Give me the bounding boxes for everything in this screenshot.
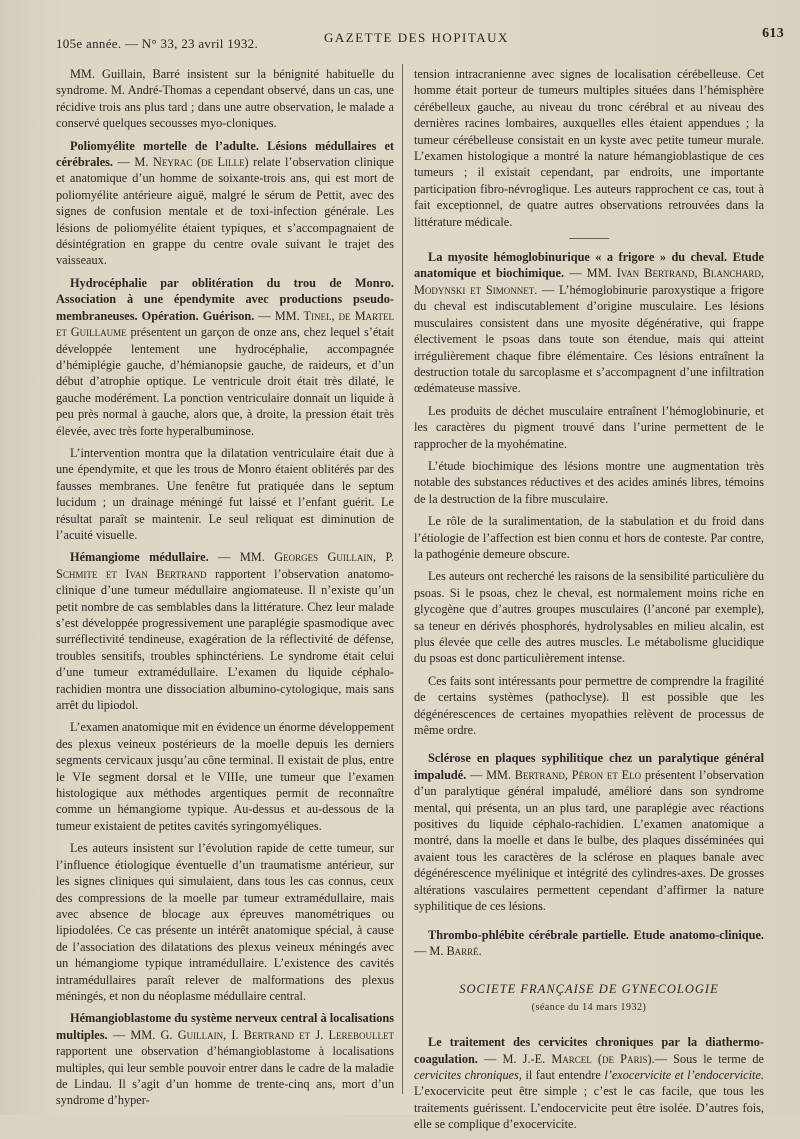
article-hemangiome [56,549,394,713]
article-text: — L’hémoglobinurie paroxystique a frigore du cheval est indiscutablement d’origine musculaire. Les lésions musculaires consistent dans une myosite dégénérative, qui frappe électivement le psoas dans toute son étendue, mais qui atteint irrégulièrement chaque fibre élémentaire. Ces lésions entraînent la destruction totale du sarcoplasme et s’accompagnent d’une infiltration œdémateuse massive. [414,282,765,396]
article-emphasis: cervicites chroniques, [414,1067,522,1082]
article-thrombo-phlebite [414,927,764,960]
article-title: Poliomyélite mortelle de l’adulte. Lésions médullaires et cérébrales. [56,138,394,170]
paragraph-intervention: L’intervention montra que la dilatation ventriculaire était due à une épendymite, et que les trous de Monro étaient oblitérés par des fausses membranes. Une fenêtre fut pratiquée dans le septum lucidum ; un drainage méningé fut laissé et l’enfant guérit. Le résultat paraît se maintenir. Le seul reliquat est diminution de l’acuité visuelle. [56,445,394,542]
article-hemangioblastome [56,1010,394,1108]
paragraph-produits-dechet: Les produits de déchet musculaire entraînent l’hémoglobinurie, et les caractères du pigment trouvé dans l’urine permettent de le rapprocher de la myohématine. [414,403,764,451]
article-title: Hémangioblastome du système nerveux central à localisations multiples. [56,1011,394,1042]
article-title: Sclérose en plaques syphilitique chez un paralytique général impaludé. [414,751,764,782]
article-title: Hydrocéphalie par oblitération du trou de Monro. Association à une épendymite avec productions pseudo-membraneuses. Opération. Guérison. [56,275,394,323]
paragraph-faits-interessants: Ces faits sont intéressants pour permettre de comprendre la fragilité de certains systèmes (pathoclyse). Il est possible que les dégénérescences de certaines myopathies relèvent de processus de même ordre. [414,673,764,738]
page-number: 613 [762,26,784,41]
society-session: (séance du 14 mars 1932) [531,1001,647,1013]
article-text: rapportent une observation d’hémangioblastome à localisations multiples, qui leur semble pouvoir entrer dans le cadre de la maladie de Lindau. Il s’agit d’un homme de trente-cinq ans, mort d’un syndrome d’hyper- [56,1044,394,1108]
paragraph-guillain-barre: MM. Guillain, Barré insistent sur la bénignité habituelle du syndrome. M. André-Thomas a cependant observé, dans un cas, une récidive trois ans plus tard ; dans une autre observation, le malade a conservé quelques secousses myo-cloniques. [56,67,394,131]
article-title: Le traitement des cervicites chroniques par la diathermo-coagulation. [414,1035,764,1066]
column-divider [402,64,403,1094]
article-title: La myosite hémoglobinurique « a frigore » du cheval. Etude anatomique et biochimique. [414,250,764,281]
paragraph-examen-anatomique: L’examen anatomique mit en évidence un énorme développement des plexus veineux postérieurs de la moelle depuis les derniers segments cervicaux jusqu’au cône terminal. Il existait de plus, entre le VIe segment dorsal et le VIIIe, une tumeur que l’examen histologique aux méthodes argentiques permit de reconnaître comme un hémangiome typique. Au-dessus et au-dessous de la tumeur existaient de petites cavités syringomyéliques. [56,720,394,833]
article-text: rapportent l’observation anatomo-clinique d’une tumeur médullaire angiomateuse. Il n’existe qu’un petit nombre de cas semblables dans la littérature. Chez leur malade s’est développée progressivement une paraplégie spasmodique avec surréflectivité tendineuse, exagération de la réflectivité de défense, troubles sensitifs, troubles sphinctériens. Le syndrome était celui d’une tumeur extramédullaire. L’examen du liquide céphalo-rachidien montra une dissociation albumino-cytologique, mais sans arrêt du lipiodol. [56,566,394,713]
article-text: relate l’observation clinique et anatomique d’un homme de soixante-trois ans, qui est mort de poliomyélite antérieure aiguë, malgré le sérum de Pettit, avec des signes de confusion mentale et de toxi-infection générale. Les lésions de poliomyélite étaient typiques, et s’accompagnaient de désintégration en grappe du centre ovale suivant le trajet des vaisseaux. [56,155,395,268]
article-myosite [414,249,764,397]
section-separator [569,238,609,239]
article-text: présentent un garçon de onze ans, chez lequel s’était développée lentement une hydrocéphalie, accompagnée d’hémiplégie gauche, d’hémianopsie gauche, de raideurs, et d’un début d’atrophie optique. Le ventricule droit était très dilaté, le gauche modérément. La ponction ventriculaire donnait un liquide à peu près normal à gauche, alors que, à droite, la pression était très élevée, avec très forte hyperalbuminose. [56,325,394,438]
article-authors: — MM. G. Guillain, I. Bertrand et J. Lereboullet [112,1027,394,1042]
journal-title: GAZETTE DES HOPITAUX [324,30,509,45]
article-title: Hémangiome médullaire. [70,550,209,565]
paragraph-role-suralimentation: Le rôle de la suralimentation, de la stabulation et du froid dans l’étiologie de l’affection est bien connu et hors de conteste. Par contre, la pathogénie demeure obscure. [414,514,764,561]
left-column [56,66,394,1115]
article-emphasis: l’exocervicite et l’endocervicite. [604,1067,764,1082]
article-authors: — MM. Tinel, de Martel et Guillaume [56,308,394,340]
article-authors: — M. Barré. [414,943,482,958]
paragraph-auteurs-insistent: Les auteurs insistent sur l’évolution rapide de cette tumeur, sur l’influence étiologique éventuelle d’un traumatisme antérieur, sur les signes cliniques qui simulaient, dans tous les cas connus, ceux des compressions de la moelle par tumeur extramédullaire, mais avec absence de blocage aux épreuves manométriques ou lipiodolées. Ce cas présente un intérêt anatomique spécial, à cause de l’association des dilatations des plexus veineux méningés avec un hémangiome typique intramédullaire. L’existence des cavités intramédullaires paraît relever de malformations des plexus méningés, et non du néoplasme médullaire central. [56,841,394,1003]
article-authors: — M. J.-E. Marcel (de Paris). [484,1051,655,1066]
article-cervicites [414,1034,764,1132]
article-authors: — M. Neyrac (de Lille) [117,155,249,170]
article-hydrocephalie [56,275,394,439]
article-title: Thrombo-phlébite cérébrale partielle. Etude anatomo-clinique. [428,927,764,942]
paragraph-etude-biochimique: L’étude biochimique des lésions montre une augmentation très notable des substances réductives et des acides aminés libres, témoins de la destruction de la fibre musculaire. [414,458,764,506]
article-text: — Sous le terme de [654,1051,764,1066]
page-header [56,26,784,52]
right-column [414,66,764,1139]
society-heading: SOCIETE FRANÇAISE DE GYNECOLOGIE [459,982,719,997]
paragraph-sensibilite-psoas: Les auteurs ont recherché les raisons de la sensibilité particulière du psoas. Si le psoas, chez le cheval, est normalement moins riche en glycogène que d’autres groupes musculaires (l’anconé par exemple), sa teneur en dérivés phosphorés, hydrolysables en milieu alcalin, est plus élevée que celle des autres muscles. Le métabolisme glucidique du psoas est donc particulièrement intense. [414,569,764,666]
article-authors: — MM. Ivan Bertrand, Blanchard, Modynski et Simonnet. [414,266,764,297]
issue-info: 105e année. — N° 33, 23 avril 1932. [56,36,258,51]
article-sclerose [414,750,764,914]
article-authors: — MM. Georges Guillain, P. Schmite et Ivan Bertrand [56,550,394,581]
article-text: présentent l’observation d’un paralytique général impaludé, amélioré dans son syndrome mental, qui présenta, un an plus tard, une paraplégie avec réactions positives du liquide céphalo-rachidien. L’examen anatomique a montré, dans la moelle et dans le bulbe, des plaques disséminées qui avaient tous les caractères de la sclérose en plaques banale avec dégénérescence myélinique et intégrité des cylindres-axes. De grosses altérations vasculaires permettent cependant d’affirmer la nature syphilitique de ces lésions. [414,767,764,914]
article-authors: — MM. Bertrand, Péron et Elo [470,767,642,782]
paragraph-continuation: tension intracranienne avec signes de localisation cérébelleuse. Cet homme était porteur de tumeurs multiples situées dans l’hémisphère cérébelleux gauche, au niveau du tronc cérébral et au niveau des dernières racines lombaires, auxquelles elles étaient appendues ; la tumeur cérébelleuse consistait en un kyste avec petite tumeur murale. L’examen histologique a montré la nature hémangioblastique de ces tumeurs ; il existait cependant, par endroits, une importante participation fibro-névroglique. Les auteurs rapprochent ce cas, tout à fait exceptionnel, de quatre autres observations retrouvées dans la littérature médicale. [414,67,764,229]
article-text: L’exocervicite peut être simple ; c’est le cas facile, que tous les traitements guérissent. L’endocervicite peut être isolée. D’autres fois, elle se complique d’exocervicite. [414,1084,764,1132]
article-poliomyelite [56,138,394,269]
article-text: il faut entendre [521,1067,605,1082]
